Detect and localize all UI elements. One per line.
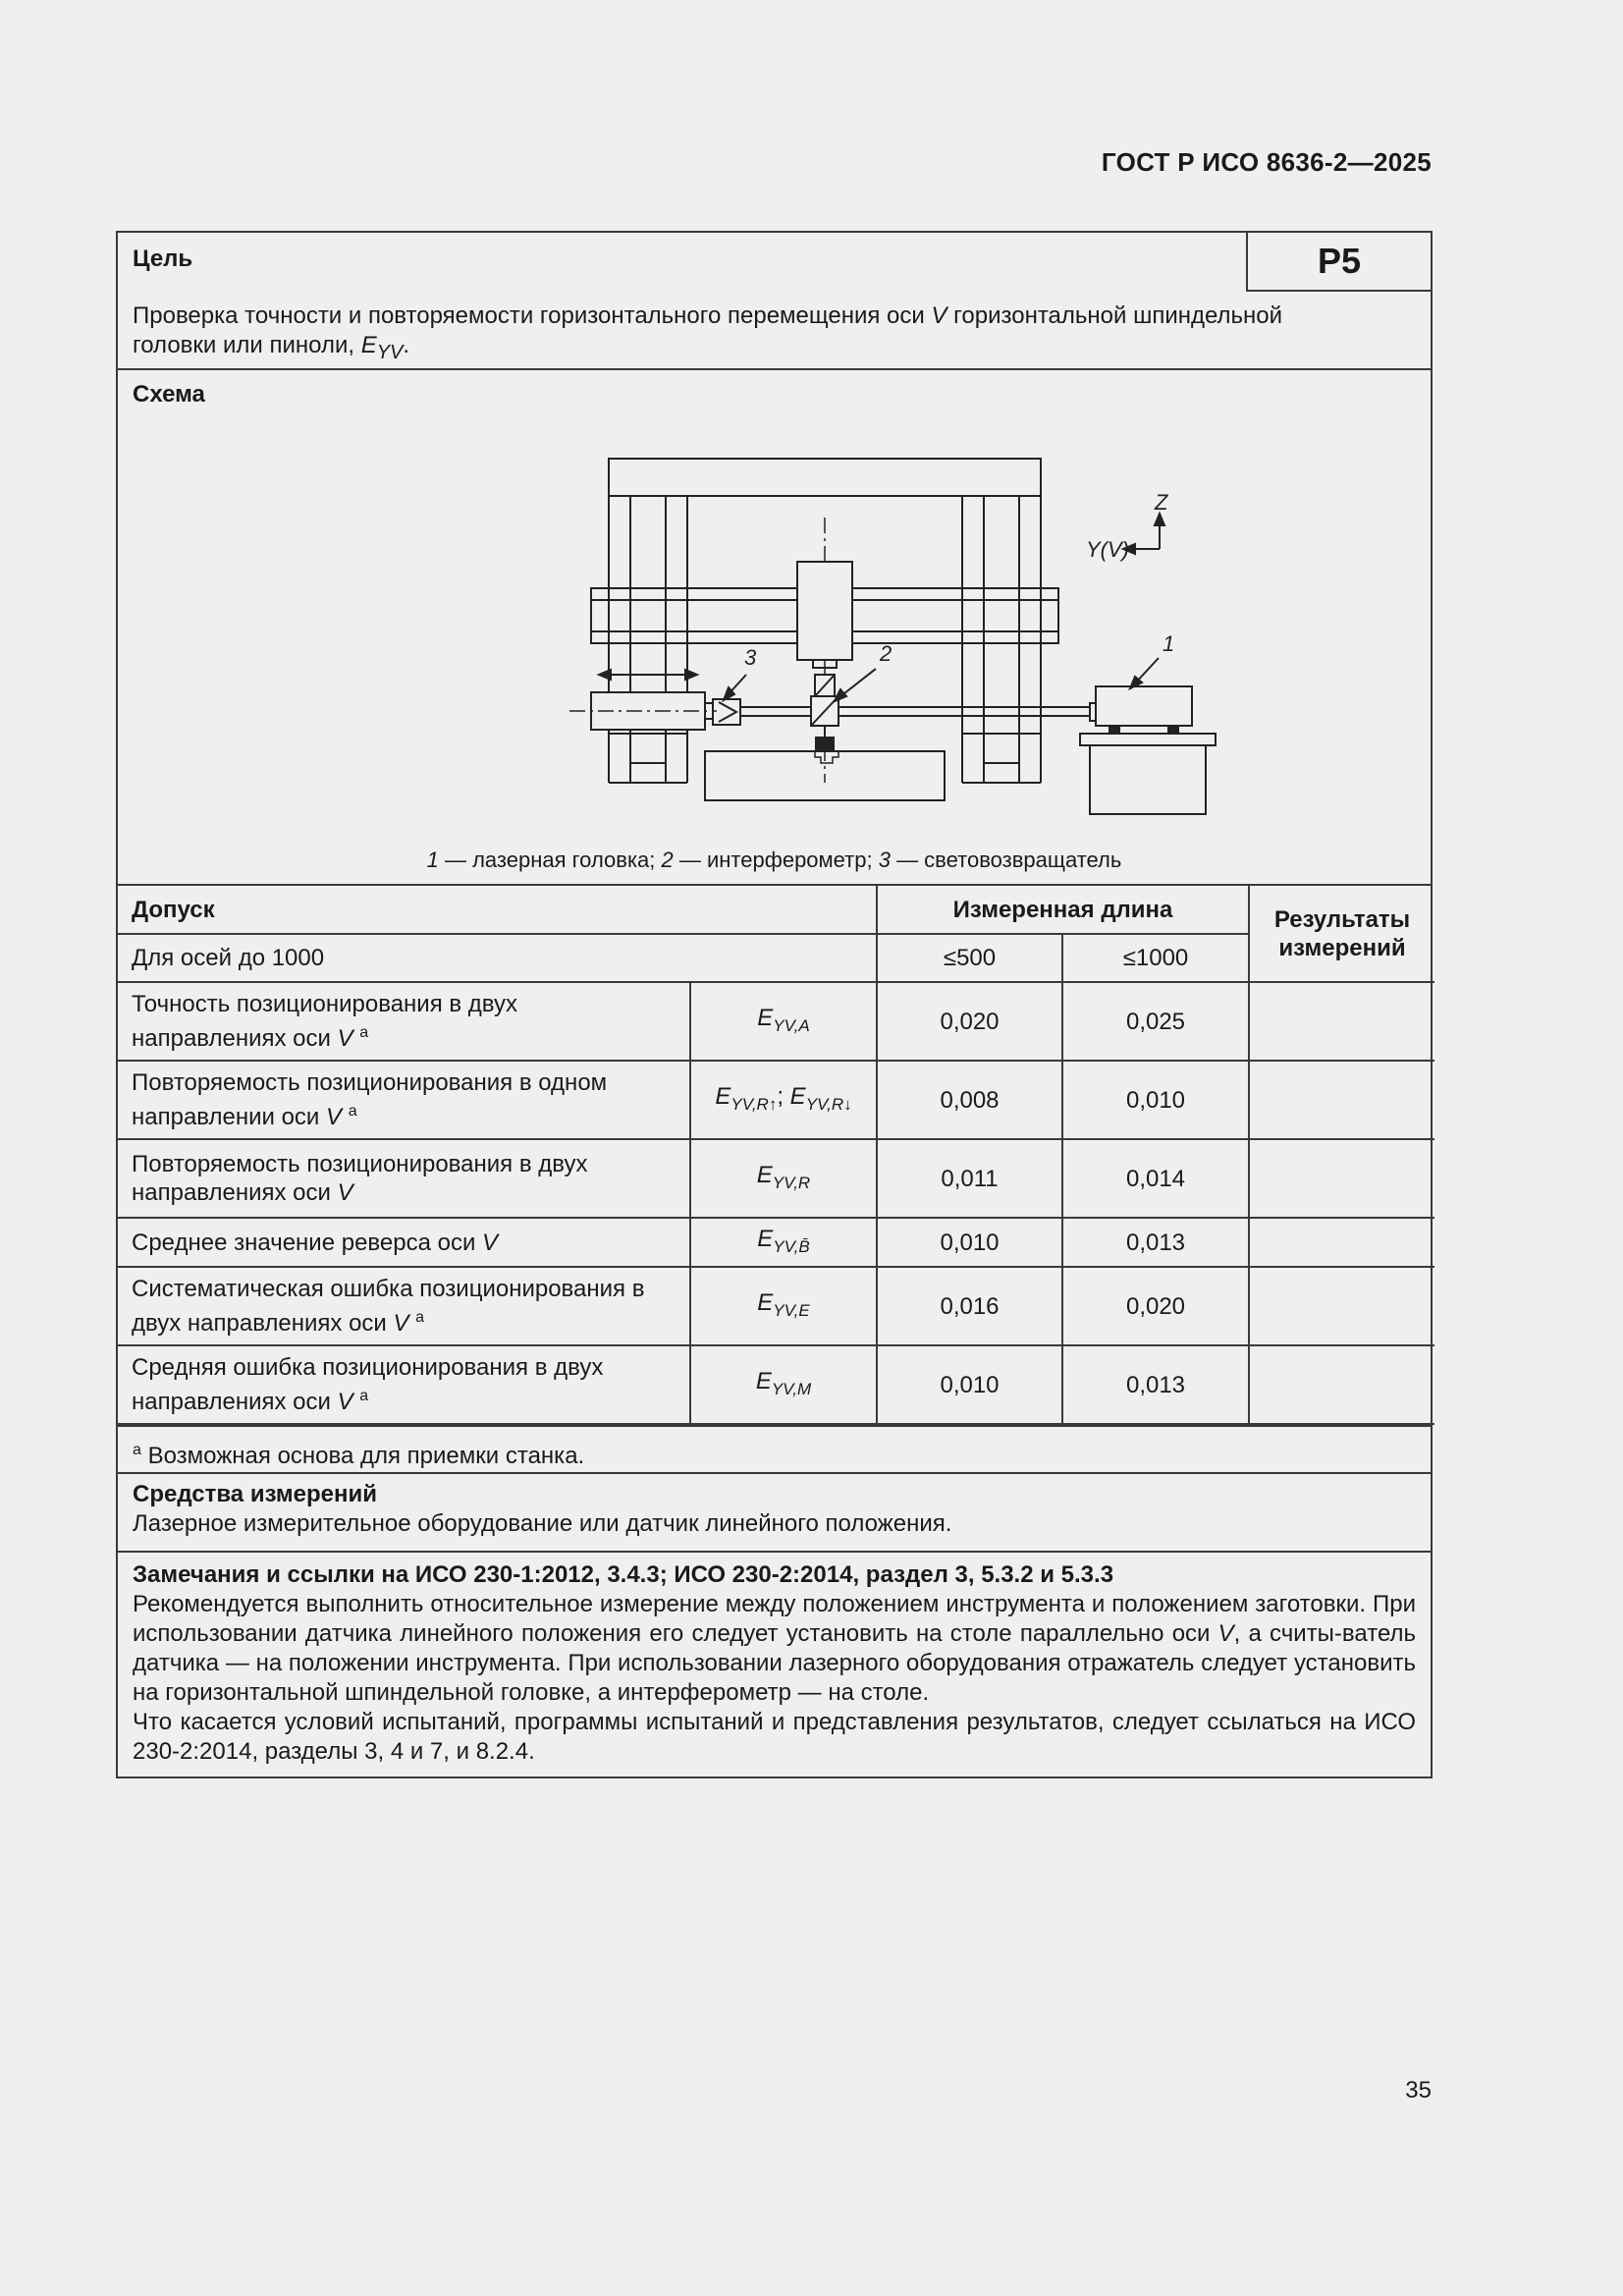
row-axis: V <box>326 1104 343 1130</box>
measuring-means-text: Лазерное измерительное оборудование или датчик линейного положения. <box>133 1510 952 1537</box>
axes-note: Для осей до 1000 <box>118 934 877 982</box>
goal-symbol-sub: YV <box>376 341 404 363</box>
footnote-text: Возможная основа для приемки станка. <box>147 1443 585 1469</box>
row-description <box>118 1139 690 1218</box>
goal-text-part: Проверка точности и повторяемости горизонтального перемещения оси <box>133 302 932 329</box>
table-row <box>118 1345 1434 1424</box>
value-1000: 0,013 <box>1062 1345 1249 1424</box>
goal-text-part: горизонтальной шпиндельной головки или пиноли, <box>133 302 1283 358</box>
caption-number: 3 <box>878 847 891 872</box>
caption-number: 1 <box>426 847 439 872</box>
axis-z-label: Z <box>1155 490 1168 515</box>
row-text: Повторяемость позиционирования в одном направлении оси <box>132 1069 608 1130</box>
spindle-head <box>797 562 852 660</box>
symbol-sub: YV,A <box>773 1015 810 1035</box>
measuring-means-section <box>118 1472 1431 1551</box>
result-cell[interactable] <box>1249 1218 1434 1267</box>
value-1000: 0,013 <box>1062 1218 1249 1267</box>
symbol: E <box>757 1225 774 1252</box>
row-description <box>118 982 690 1061</box>
row-text: Систематическая ошибка позиционирования в двух направлениях оси <box>132 1276 645 1337</box>
table-row <box>118 1267 1434 1345</box>
goal-text-part: . <box>403 332 410 358</box>
result-cell[interactable] <box>1249 1061 1434 1139</box>
goal-symbol: E <box>360 332 377 358</box>
table-row <box>118 1218 1434 1267</box>
scheme-label: Схема <box>133 381 205 408</box>
symbol: E <box>757 1288 774 1316</box>
page-number: 35 <box>1405 2077 1432 2104</box>
value-500: 0,010 <box>877 1218 1062 1267</box>
footnote-ref: a <box>415 1309 425 1326</box>
footnote-ref: a <box>359 1388 369 1404</box>
row-description <box>118 1345 690 1424</box>
table-row <box>118 982 1434 1061</box>
axis-y-label: Y(V) <box>1086 537 1129 562</box>
row-axis: V <box>337 1389 353 1415</box>
laser-head <box>1096 686 1192 726</box>
symbol: E <box>757 1004 774 1031</box>
symbol-sub: YV,E <box>773 1300 810 1320</box>
remarks-paragraph-2: Что касается условий испытаний, программы испытаний и представления результатов, следует ссылаться на ИСО 230-2:2014, разделы 3, 4 и 7, и 8.2.4. <box>133 1709 1416 1765</box>
row-description <box>118 1061 690 1139</box>
tolerance-table <box>118 886 1434 1425</box>
test-code: P5 <box>1246 233 1431 292</box>
table-row <box>118 1139 1434 1218</box>
caption-text: — лазерная головка; <box>438 847 662 872</box>
value-500: 0,010 <box>877 1345 1062 1424</box>
remarks-paragraph-1 <box>133 1590 1416 1708</box>
value-500: 0,011 <box>877 1139 1062 1218</box>
remarks-section <box>118 1551 1431 1777</box>
goal-label: Цель <box>133 246 193 272</box>
callout-1: 1 <box>1163 631 1175 656</box>
col-1000-header: ≤1000 <box>1062 934 1249 982</box>
symbol: E <box>756 1161 773 1188</box>
footnote-ref: a <box>348 1103 357 1120</box>
row-axis: V <box>393 1310 409 1337</box>
symbol-sub: YV,M <box>771 1379 812 1398</box>
symbol-sub: YV,B̄ <box>773 1236 810 1256</box>
measuring-means-title: Средства измерений <box>133 1481 378 1507</box>
value-1000: 0,014 <box>1062 1139 1249 1218</box>
row-symbol <box>690 1267 877 1345</box>
value-500: 0,008 <box>877 1061 1062 1139</box>
left-column <box>609 496 687 783</box>
machine-diagram <box>442 429 1227 842</box>
callout-3: 3 <box>744 645 757 670</box>
row-description <box>118 1267 690 1345</box>
result-cell[interactable] <box>1249 1345 1434 1424</box>
value-500: 0,020 <box>877 982 1062 1061</box>
caption-number: 2 <box>661 847 674 872</box>
right-column <box>962 496 1041 783</box>
row-axis: V <box>337 1179 353 1206</box>
row-description <box>118 1218 690 1267</box>
tolerance-section <box>118 884 1431 1425</box>
goal-section <box>118 233 1431 368</box>
row-symbol <box>690 1139 877 1218</box>
remarks-title: Замечания и ссылки на ИСО 230-1:2012, 3.4.3; ИСО 230-2:2014, раздел 3, 5.3.2 и 5.3.3 <box>133 1561 1114 1588</box>
remarks-axis: V <box>1217 1620 1234 1647</box>
top-beam <box>609 459 1041 496</box>
result-cell[interactable] <box>1249 1139 1434 1218</box>
row-symbol <box>690 982 877 1061</box>
symbol: E <box>789 1082 806 1110</box>
symbol-sub: YV,R <box>772 1173 811 1192</box>
caption-text: — интерферометр; <box>673 847 879 872</box>
row-symbol <box>690 1345 877 1424</box>
tolerance-title: Допуск <box>118 886 877 934</box>
value-1000: 0,010 <box>1062 1061 1249 1139</box>
symbol-sub: YV,R↑ <box>730 1094 778 1114</box>
row-text: Среднее значение реверса оси <box>132 1229 483 1256</box>
result-cell[interactable] <box>1249 1267 1434 1345</box>
laser-stand <box>1090 745 1206 814</box>
result-cell[interactable] <box>1249 982 1434 1061</box>
footnote <box>118 1425 1431 1472</box>
footnote-ref: a <box>359 1024 369 1041</box>
measured-length-header: Измеренная длина <box>877 886 1249 934</box>
row-text: Точность позиционирования в двух направлениях оси <box>132 991 518 1052</box>
row-text: Повторяемость позиционирования в двух направлениях оси <box>132 1151 588 1206</box>
row-symbol: $E_{YV,R↑}$; $E_{YV,R↓}$ <box>690 1061 877 1139</box>
laser-stand-top <box>1080 734 1216 745</box>
scheme-section <box>118 368 1431 884</box>
test-sheet <box>116 231 1433 1778</box>
symbol: E <box>755 1367 772 1394</box>
caption-text: — световозвращатель <box>890 847 1122 872</box>
value-1000: 0,025 <box>1062 982 1249 1061</box>
value-500: 0,016 <box>877 1267 1062 1345</box>
row-text: Средняя ошибка позиционирования в двух направлениях оси <box>132 1354 604 1415</box>
goal-text <box>133 301 1342 367</box>
symbol-sub: YV,R↓ <box>805 1094 852 1114</box>
remarks-text: , а считы-ватель датчика — на положении инструмента. При использовании лазерного оборудования отражатель следует установить на горизонтальной шпиндельной головке, а интерферометр — на столе. <box>133 1620 1417 1706</box>
row-axis: V <box>482 1229 499 1256</box>
callout-2-leader <box>839 669 876 697</box>
results-header: Результаты измерений <box>1249 886 1434 982</box>
callout-2: 2 <box>880 641 893 666</box>
standard-header: ГОСТ Р ИСО 8636-2—2025 <box>1101 147 1432 177</box>
row-symbol <box>690 1218 877 1267</box>
scheme-caption <box>118 846 1431 875</box>
interferometer-base <box>816 738 834 749</box>
table-row <box>118 1061 1434 1139</box>
footnote-mark: a <box>133 1442 141 1458</box>
value-1000: 0,020 <box>1062 1267 1249 1345</box>
row-axis: V <box>337 1025 353 1052</box>
symbol: E <box>715 1082 731 1110</box>
col-500-header: ≤500 <box>877 934 1062 982</box>
goal-axis: V <box>931 302 947 329</box>
remarks-text: Рекомендуется выполнить относительное измерение между положением инструмента и положением заготовки. При использовании датчика линейного положения его следует установить на столе параллельно оси <box>133 1591 1416 1647</box>
